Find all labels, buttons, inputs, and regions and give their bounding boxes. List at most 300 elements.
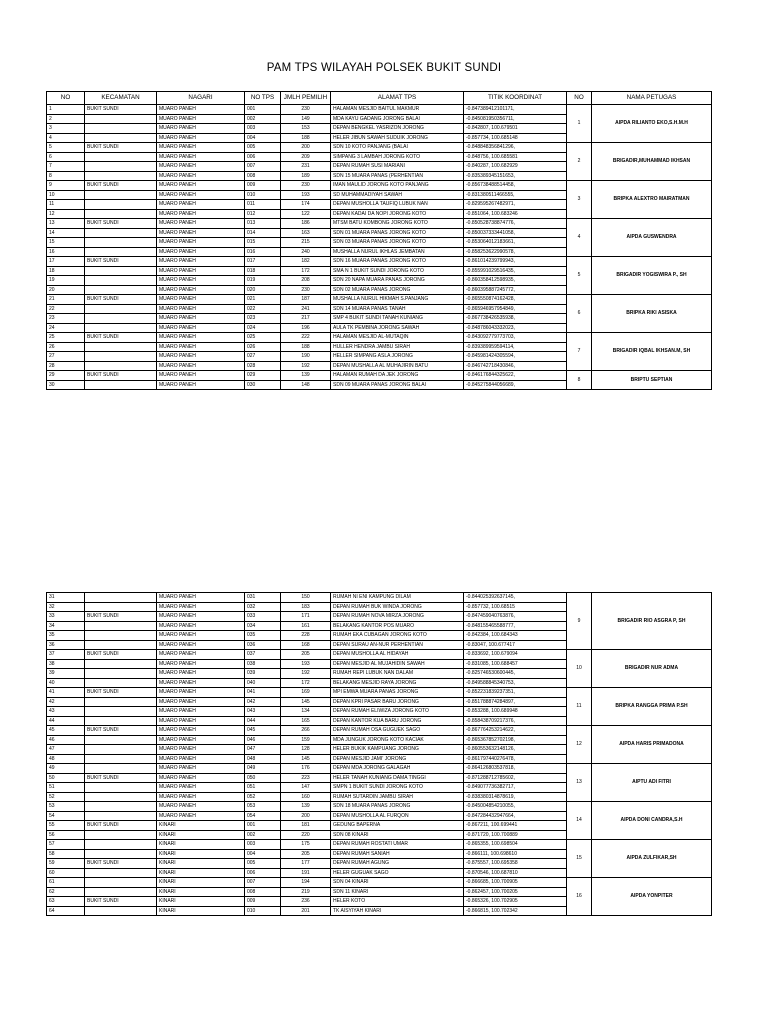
table-row (47, 371, 712, 381)
cell-nagari: MUARO PANEH (157, 773, 245, 783)
cell-jmlh-pemilih: 175 (281, 840, 331, 850)
cell-no: 62 (47, 887, 85, 897)
cell-kecamatan: BUKIT SUNDI (85, 371, 157, 381)
cell-kecamatan: BUKIT SUNDI (85, 295, 157, 305)
cell-jmlh-pemilih: 139 (281, 371, 331, 381)
cell-kecamatan: BUKIT SUNDI (85, 181, 157, 191)
cell-officer-name: BRIPKA ALEXTRO MAIRATMAN (592, 181, 712, 219)
cell-kecamatan (85, 697, 157, 707)
cell-nagari: MUARO PANEH (157, 361, 245, 371)
cell-titik-koordinat: -0.835389345151653, (464, 171, 567, 181)
cell-no-tps: 004 (245, 133, 281, 143)
cell-kecamatan (85, 361, 157, 371)
cell-titik-koordinat: -0.850528738874776, (464, 219, 567, 229)
cell-nagari: MUARO PANEH (157, 593, 245, 603)
cell-no-tps: 038 (245, 659, 281, 669)
cell-alamat-tps: BELAKANG MESJID RAYA JORONG (331, 678, 464, 688)
cell-jmlh-pemilih: 145 (281, 754, 331, 764)
cell-officer-no: 14 (567, 802, 592, 840)
cell-titik-koordinat: -0.838380314878619, (464, 792, 567, 802)
cell-nagari: MUARO PANEH (157, 764, 245, 774)
cell-no-tps: 019 (245, 276, 281, 286)
cell-no: 32 (47, 602, 85, 612)
cell-no: 63 (47, 897, 85, 907)
cell-officer-no: 12 (567, 726, 592, 764)
cell-no: 45 (47, 726, 85, 736)
cell-no: 46 (47, 735, 85, 745)
cell-no: 53 (47, 802, 85, 812)
cell-kecamatan (85, 593, 157, 603)
cell-nagari: MUARO PANEH (157, 333, 245, 343)
cell-nagari: MUARO PANEH (157, 352, 245, 362)
cell-alamat-tps: HELER KOTO (331, 897, 464, 907)
cell-no-tps: 051 (245, 783, 281, 793)
cell-nagari: MUARO PANEH (157, 314, 245, 324)
cell-no-tps: 027 (245, 352, 281, 362)
cell-officer-no: 1 (567, 105, 592, 143)
cell-nagari: MUARO PANEH (157, 697, 245, 707)
cell-titik-koordinat: -0.864126803537818, (464, 764, 567, 774)
cell-nagari: MUARO PANEH (157, 602, 245, 612)
cell-no-tps: 023 (245, 314, 281, 324)
cell-jmlh-pemilih: 230 (281, 181, 331, 191)
cell-alamat-tps: DEPAN KANTOR KUA BARU JORONG (331, 716, 464, 726)
cell-titik-koordinat: -0.875557, 100.695358 (464, 859, 567, 869)
cell-no-tps: 005 (245, 143, 281, 153)
cell-nagari: MUARO PANEH (157, 171, 245, 181)
cell-jmlh-pemilih: 150 (281, 593, 331, 603)
table-row (47, 333, 712, 343)
cell-nagari: MUARO PANEH (157, 200, 245, 210)
cell-alamat-tps: DEPAN RUMAH AGUNG (331, 859, 464, 869)
cell-jmlh-pemilih: 145 (281, 697, 331, 707)
cell-jmlh-pemilih: 236 (281, 897, 331, 907)
cell-no-tps: 006 (245, 152, 281, 162)
column-header: NAGARI (157, 92, 245, 105)
cell-titik-koordinat: -0.833692, 100.679094 (464, 650, 567, 660)
cell-kecamatan (85, 171, 157, 181)
cell-jmlh-pemilih: 219 (281, 887, 331, 897)
cell-jmlh-pemilih: 181 (281, 821, 331, 831)
cell-kecamatan (85, 849, 157, 859)
cell-titik-koordinat: -0.851788874284897, (464, 697, 567, 707)
cell-alamat-tps: MUSHALLA NURUL IKHLAS JEMBATAN (331, 247, 464, 257)
cell-titik-koordinat: -0.850037333441058, (464, 228, 567, 238)
cell-titik-koordinat: -0.849077736382717, (464, 783, 567, 793)
cell-nagari: MUARO PANEH (157, 754, 245, 764)
cell-titik-koordinat: -0.852231839237351, (464, 688, 567, 698)
cell-alamat-tps: HELLER SIMPANG ASLA JORONG (331, 352, 464, 362)
cell-no-tps: 032 (245, 602, 281, 612)
column-header: NO (47, 92, 85, 105)
cell-alamat-tps: DEPAN RUMAH NOVA MIRZA JORONG (331, 612, 464, 622)
cell-titik-koordinat: -0.871288712785602, (464, 773, 567, 783)
cell-no: 44 (47, 716, 85, 726)
cell-alamat-tps: SDN 03 MUARA PANAS JORONG KOTO (331, 238, 464, 248)
page-title: PAM TPS WILAYAH POLSEK BUKIT SUNDI (266, 62, 502, 74)
cell-no-tps: 003 (245, 124, 281, 134)
cell-jmlh-pemilih: 230 (281, 285, 331, 295)
cell-nagari: MUARO PANEH (157, 304, 245, 314)
cell-no: 25 (47, 333, 85, 343)
cell-kecamatan (85, 342, 157, 352)
cell-jmlh-pemilih: 147 (281, 783, 331, 793)
cell-titik-koordinat: -0.829595267482971, (464, 200, 567, 210)
cell-officer-name: BRIPKA RIKI ASISKA (592, 295, 712, 333)
cell-no-tps: 008 (245, 887, 281, 897)
cell-no-tps: 020 (245, 285, 281, 295)
cell-alamat-tps: IMAN MAULID JORONG KOTO PANJANG (331, 181, 464, 191)
cell-titik-koordinat: -0.844025392637145, (464, 593, 567, 603)
cell-alamat-tps: MDA KAYU GADANG JORONG BALAI (331, 114, 464, 124)
cell-kecamatan: BUKIT SUNDI (85, 219, 157, 229)
cell-alamat-tps: HALAMAN RUMAH DA JEK JORONG (331, 371, 464, 381)
cell-nagari: KINARI (157, 840, 245, 850)
table-row (47, 840, 712, 850)
cell-kecamatan (85, 621, 157, 631)
cell-titik-koordinat: -0.865550874162428, (464, 295, 567, 305)
cell-nagari: MUARO PANEH (157, 295, 245, 305)
cell-titik-koordinat: -0.848756, 100.685581 (464, 152, 567, 162)
cell-no-tps: 016 (245, 247, 281, 257)
cell-no-tps: 011 (245, 200, 281, 210)
cell-no-tps: 048 (245, 754, 281, 764)
cell-kecamatan (85, 190, 157, 200)
cell-no: 36 (47, 640, 85, 650)
cell-no: 9 (47, 181, 85, 191)
cell-jmlh-pemilih: 183 (281, 602, 331, 612)
cell-alamat-tps: HELER BUKIK KAMPUANG JORONG (331, 745, 464, 755)
cell-nagari: MUARO PANEH (157, 802, 245, 812)
cell-no-tps: 003 (245, 840, 281, 850)
cell-no: 19 (47, 276, 85, 286)
cell-titik-koordinat: -0.842384, 100.684343 (464, 631, 567, 641)
cell-nagari: MUARO PANEH (157, 716, 245, 726)
column-header: JMLH PEMILIH (281, 92, 331, 105)
cell-nagari: KINARI (157, 906, 245, 916)
cell-jmlh-pemilih: 190 (281, 352, 331, 362)
cell-titik-koordinat: -0.866815, 100.702342 (464, 906, 567, 916)
cell-alamat-tps: MTSM BATU KOMBONG JORONG KOTO (331, 219, 464, 229)
cell-nagari: MUARO PANEH (157, 678, 245, 688)
cell-titik-koordinat: -0.846176844325622, (464, 371, 567, 381)
cell-kecamatan (85, 285, 157, 295)
cell-titik-koordinat: -0.856738488514458, (464, 181, 567, 191)
cell-no: 61 (47, 878, 85, 888)
cell-alamat-tps: HULLER HENDRA JAMBU SIRAH (331, 342, 464, 352)
cell-officer-no: 3 (567, 181, 592, 219)
cell-jmlh-pemilih: 122 (281, 209, 331, 219)
cell-jmlh-pemilih: 191 (281, 868, 331, 878)
cell-officer-no: 4 (567, 219, 592, 257)
cell-no: 13 (47, 219, 85, 229)
cell-titik-koordinat: -0.845275844056689, (464, 380, 567, 390)
column-header: KECAMATAN (85, 92, 157, 105)
cell-kecamatan (85, 640, 157, 650)
cell-alamat-tps: SDN 08 KINARI (331, 830, 464, 840)
cell-nagari: MUARO PANEH (157, 133, 245, 143)
cell-no-tps: 029 (245, 371, 281, 381)
cell-kecamatan (85, 735, 157, 745)
cell-officer-name: BRIGADIR YOGISWIRA P., SH (592, 257, 712, 295)
cell-officer-name: AIPDA ZULFIKAR,SH (592, 840, 712, 878)
cell-kecamatan (85, 602, 157, 612)
cell-no-tps: 001 (245, 105, 281, 115)
cell-alamat-tps: DEPAN KADAI DA NOPI JORONG KOTO (331, 209, 464, 219)
cell-nagari: MUARO PANEH (157, 114, 245, 124)
cell-jmlh-pemilih: 128 (281, 745, 331, 755)
cell-alamat-tps: GEDUNG BAPERNA (331, 821, 464, 831)
cell-kecamatan (85, 228, 157, 238)
cell-kecamatan (85, 707, 157, 717)
cell-kecamatan (85, 754, 157, 764)
cell-no-tps: 015 (245, 238, 281, 248)
cell-officer-no: 2 (567, 143, 592, 181)
cell-no: 50 (47, 773, 85, 783)
cell-alamat-tps: TK AISYIYAH KINARI (331, 906, 464, 916)
cell-alamat-tps: MDA JUNGUK JORONG KOTO KACIAK (331, 735, 464, 745)
cell-nagari: KINARI (157, 887, 245, 897)
cell-kecamatan: BUKIT SUNDI (85, 612, 157, 622)
cell-nagari: MUARO PANEH (157, 323, 245, 333)
cell-alamat-tps: SDN 02 MUARA PANAS JORONG (331, 285, 464, 295)
cell-titik-koordinat: -0.847284432947664, (464, 811, 567, 821)
cell-no: 60 (47, 868, 85, 878)
cell-no: 42 (47, 697, 85, 707)
cell-jmlh-pemilih: 169 (281, 688, 331, 698)
cell-officer-name: BRIGADIR IQBAL IKHSAN.M, SH (592, 333, 712, 371)
cell-officer-name: AIPDA DONI CANDRA,S.H (592, 802, 712, 840)
cell-kecamatan: BUKIT SUNDI (85, 859, 157, 869)
cell-jmlh-pemilih: 165 (281, 716, 331, 726)
cell-kecamatan (85, 745, 157, 755)
cell-titik-koordinat: -0.861797440276478, (464, 754, 567, 764)
cell-titik-koordinat: -0.860395887245772, (464, 285, 567, 295)
cell-kecamatan (85, 802, 157, 812)
cell-kecamatan: BUKIT SUNDI (85, 688, 157, 698)
cell-no-tps: 046 (245, 735, 281, 745)
cell-officer-no: 10 (567, 650, 592, 688)
cell-no-tps: 036 (245, 640, 281, 650)
cell-officer-no: 13 (567, 764, 592, 802)
cell-jmlh-pemilih: 139 (281, 802, 331, 812)
table-row (47, 105, 712, 115)
cell-no: 3 (47, 124, 85, 134)
cell-officer-no: 6 (567, 295, 592, 333)
cell-no: 11 (47, 200, 85, 210)
cell-alamat-tps: RUMAH EKA CUBAGAN JORONG KOTO (331, 631, 464, 641)
cell-jmlh-pemilih: 266 (281, 726, 331, 736)
cell-jmlh-pemilih: 228 (281, 631, 331, 641)
cell-kecamatan (85, 200, 157, 210)
cell-no-tps: 009 (245, 897, 281, 907)
cell-alamat-tps: RUMAH NI ENI KAMPUNG DILAM (331, 593, 464, 603)
cell-no-tps: 017 (245, 257, 281, 267)
table-row (47, 650, 712, 660)
cell-jmlh-pemilih: 205 (281, 650, 331, 660)
cell-nagari: MUARO PANEH (157, 783, 245, 793)
cell-alamat-tps: HELER GUGUAK SAGO (331, 868, 464, 878)
cell-kecamatan: BUKIT SUNDI (85, 773, 157, 783)
cell-no-tps: 004 (245, 849, 281, 859)
cell-no-tps: 033 (245, 612, 281, 622)
cell-kecamatan (85, 811, 157, 821)
cell-nagari: MUARO PANEH (157, 659, 245, 669)
cell-titik-koordinat: -0.843092779773703, (464, 333, 567, 343)
cell-titik-koordinat: -0.866685, 100.700905 (464, 878, 567, 888)
cell-alamat-tps: DEPAN KPRI PASAR BARU JORONG (331, 697, 464, 707)
cell-nagari: MUARO PANEH (157, 745, 245, 755)
cell-kecamatan (85, 162, 157, 172)
cell-titik-koordinat: -0.866111, 100.698610 (464, 849, 567, 859)
table-row (47, 257, 712, 267)
cell-kecamatan (85, 323, 157, 333)
cell-kecamatan (85, 716, 157, 726)
column-header: ALAMAT TPS (331, 92, 464, 105)
cell-titik-koordinat: -0.842807, 100.679501 (464, 124, 567, 134)
cell-nagari: KINARI (157, 821, 245, 831)
cell-jmlh-pemilih: 171 (281, 612, 331, 622)
cell-no-tps: 041 (245, 688, 281, 698)
cell-no-tps: 043 (245, 707, 281, 717)
cell-no: 23 (47, 314, 85, 324)
cell-nagari: MUARO PANEH (157, 190, 245, 200)
cell-jmlh-pemilih: 186 (281, 219, 331, 229)
cell-jmlh-pemilih: 177 (281, 859, 331, 869)
cell-officer-name: BRIPTU SEPTIAN (592, 371, 712, 390)
cell-alamat-tps: DEPAN MUSHALLA AL MUHAJIRIN BATU (331, 361, 464, 371)
cell-officer-name: BRIPKA RANGGA PRIMA P.SH (592, 688, 712, 726)
cell-jmlh-pemilih: 172 (281, 678, 331, 688)
column-header: TITIK KOORDINAT (464, 92, 567, 105)
cell-nagari: MUARO PANEH (157, 257, 245, 267)
cell-alamat-tps: DEPAN MUSHOLLA AL FURQON (331, 811, 464, 821)
cell-kecamatan (85, 830, 157, 840)
cell-officer-no: 7 (567, 333, 592, 371)
cell-no-tps: 030 (245, 380, 281, 390)
cell-kecamatan (85, 133, 157, 143)
cell-alamat-tps: SDN 11 KINARI (331, 887, 464, 897)
cell-no: 20 (47, 285, 85, 295)
cell-no-tps: 031 (245, 593, 281, 603)
cell-titik-koordinat: -0.851064, 100.683246 (464, 209, 567, 219)
cell-jmlh-pemilih: 205 (281, 849, 331, 859)
cell-jmlh-pemilih: 159 (281, 735, 331, 745)
cell-no: 37 (47, 650, 85, 660)
cell-kecamatan: BUKIT SUNDI (85, 821, 157, 831)
cell-nagari: MUARO PANEH (157, 371, 245, 381)
cell-titik-koordinat: -0.858253622990578, (464, 247, 567, 257)
cell-officer-no: 15 (567, 840, 592, 878)
cell-no-tps: 018 (245, 266, 281, 276)
cell-no-tps: 049 (245, 764, 281, 774)
cell-no: 43 (47, 707, 85, 717)
cell-jmlh-pemilih: 193 (281, 190, 331, 200)
cell-nagari: KINARI (157, 897, 245, 907)
cell-titik-koordinat: -0.862457, 100.700205 (464, 887, 567, 897)
table-header-row (47, 92, 712, 105)
cell-no-tps: 047 (245, 745, 281, 755)
cell-alamat-tps: SIMPANG 3 LAMBAH JORONG KOTO (331, 152, 464, 162)
cell-no: 14 (47, 228, 85, 238)
cell-no: 5 (47, 143, 85, 153)
cell-no: 12 (47, 209, 85, 219)
cell-nagari: KINARI (157, 849, 245, 859)
cell-alamat-tps: DEPAN RUMAH ELIWIZA JORONG KOTO (331, 707, 464, 717)
cell-kecamatan: BUKIT SUNDI (85, 143, 157, 153)
cell-jmlh-pemilih: 182 (281, 257, 331, 267)
cell-kecamatan (85, 678, 157, 688)
cell-nagari: MUARO PANEH (157, 669, 245, 679)
cell-no: 49 (47, 764, 85, 774)
cell-no-tps: 024 (245, 323, 281, 333)
cell-kecamatan (85, 783, 157, 793)
cell-nagari: MUARO PANEH (157, 735, 245, 745)
cell-alamat-tps: DEPAN MDA JORONG GALAGAH (331, 764, 464, 774)
cell-alamat-tps: AULA TK PEMBINA JORONG SAWAH (331, 323, 464, 333)
cell-alamat-tps: SDN 20 NAPA MUARA PANAS JORONG (331, 276, 464, 286)
cell-titik-koordinat: -0.831085, 100.688457 (464, 659, 567, 669)
cell-officer-name: AIPDA YONPITER (592, 878, 712, 916)
cell-no: 27 (47, 352, 85, 362)
cell-titik-koordinat: -0.849588845340753, (464, 678, 567, 688)
cell-nagari: MUARO PANEH (157, 342, 245, 352)
cell-jmlh-pemilih: 231 (281, 162, 331, 172)
cell-no: 26 (47, 342, 85, 352)
table-row (47, 219, 712, 229)
cell-nagari: MUARO PANEH (157, 143, 245, 153)
cell-alamat-tps: SMA N 1 BUKIT SUNDI JORONG KOTO (331, 266, 464, 276)
cell-no-tps: 040 (245, 678, 281, 688)
cell-jmlh-pemilih: 220 (281, 830, 331, 840)
cell-nagari: MUARO PANEH (157, 640, 245, 650)
cell-jmlh-pemilih: 134 (281, 707, 331, 717)
cell-kecamatan (85, 792, 157, 802)
cell-no: 51 (47, 783, 85, 793)
cell-jmlh-pemilih: 176 (281, 764, 331, 774)
cell-nagari: MUARO PANEH (157, 228, 245, 238)
cell-alamat-tps: SDN 14 MUARA PANAS TANAH (331, 304, 464, 314)
cell-jmlh-pemilih: 148 (281, 380, 331, 390)
cell-no-tps: 002 (245, 830, 281, 840)
cell-titik-koordinat: -0.865326, 100.702905 (464, 897, 567, 907)
cell-titik-koordinat: -0.831380511466555, (464, 190, 567, 200)
cell-jmlh-pemilih: 222 (281, 333, 331, 343)
cell-no-tps: 052 (245, 792, 281, 802)
table-row (47, 802, 712, 812)
cell-no: 2 (47, 114, 85, 124)
table-row (47, 764, 712, 774)
cell-no: 1 (47, 105, 85, 115)
cell-officer-name: AIPDA GUSWENDRA (592, 219, 712, 257)
cell-titik-koordinat: -0.848848356841296, (464, 143, 567, 153)
cell-no: 30 (47, 380, 85, 390)
cell-jmlh-pemilih: 192 (281, 361, 331, 371)
cell-titik-koordinat: -0.825746530600445, (464, 669, 567, 679)
cell-titik-koordinat: -0.845081950356711, (464, 114, 567, 124)
cell-nagari: MUARO PANEH (157, 621, 245, 631)
cell-kecamatan (85, 840, 157, 850)
cell-officer-name: BRIGADIR NUR ADMA (592, 650, 712, 688)
cell-titik-koordinat: -0.855991029516435, (464, 266, 567, 276)
cell-titik-koordinat: -0.857734, 100.685148 (464, 133, 567, 143)
cell-no: 8 (47, 171, 85, 181)
cell-jmlh-pemilih: 201 (281, 906, 331, 916)
cell-titik-koordinat: -0.83047, 100.677417 (464, 640, 567, 650)
cell-titik-koordinat: -0.845004854210055, (464, 802, 567, 812)
cell-alamat-tps: DEPAN MUSHOLLA TAUFIQ LUBUK NAN (331, 200, 464, 210)
cell-alamat-tps: SDN 01 MUARA PANAS JORONG KOTO (331, 228, 464, 238)
